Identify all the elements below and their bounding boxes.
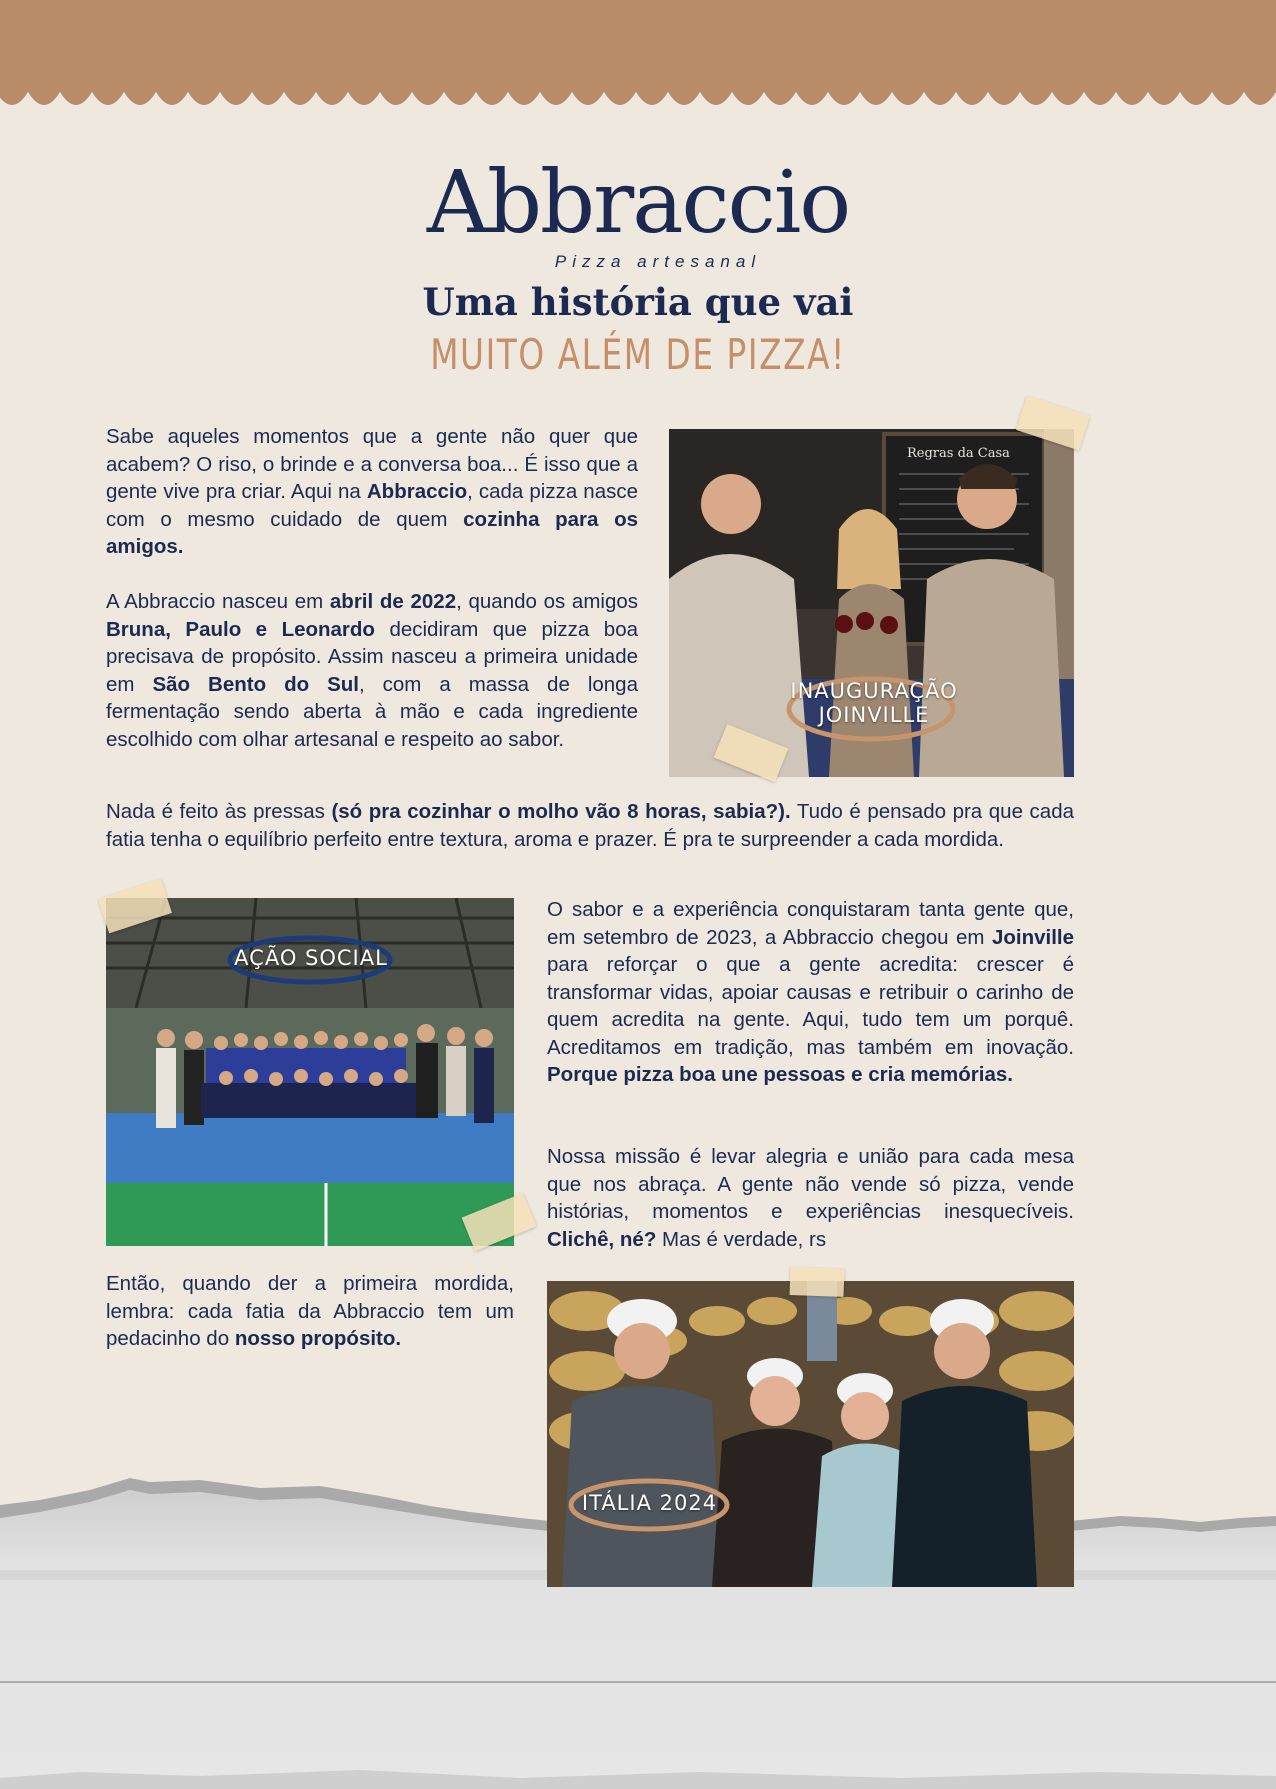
text-bold: nosso propósito. <box>234 1327 402 1350</box>
text-bold: abril de 2022 <box>329 590 457 613</box>
brand-name: Abbraccio <box>426 153 850 253</box>
closing-paragraph <box>106 1270 514 1353</box>
tape-decoration <box>790 1267 845 1297</box>
intro-paragraph <box>106 423 638 561</box>
text: , quando os amigos <box>456 590 639 613</box>
caption-line: INAUGURAÇÃO <box>790 679 958 703</box>
photo-caption <box>779 679 969 727</box>
text: Sabe aqueles momentos que a gente não quer que acabem? O riso, o brinde e a conversa boa... É isso que a gente vive pra criar. Aqui na <box>106 425 638 503</box>
text: Então, quando der a primeira mordida, lembra: cada fatia da Abbraccio tem um pedacinho do <box>106 1272 514 1350</box>
text: , cada pizza nasce com o mesmo cuidado de quem <box>106 480 639 531</box>
text-bold: Bruna, Paulo e Leonardo <box>106 617 375 641</box>
text-bold: São Bento do Sul <box>152 672 359 696</box>
photo-caption: ITÁLIA 2024 <box>581 1491 718 1515</box>
text: Nossa missão é levar alegria e união para cada mesa que nos abraça. A gente não vende só pizza, vende histórias, momentos e experiências inesquecíveis. <box>547 1145 1074 1223</box>
joinville-paragraph <box>547 896 1074 1089</box>
scalloped-top-band <box>0 0 1276 112</box>
mission-paragraph <box>547 1143 1074 1253</box>
photo-caption: AÇÃO SOCIAL <box>234 946 388 970</box>
text-bold: Joinville <box>991 925 1074 949</box>
text: para reforçar o que a gente acredita: crescer é transformar vidas, apoiar causas e retribuir o carinho de quem acredita na gente. Aqui, tudo tem um porquê. Acreditamos em tradição, mas também em inovação. <box>547 953 1074 1059</box>
photo-acao-social <box>106 898 514 1246</box>
text: O sabor e a experiência conquistaram tanta gente que, em setembro de 2023, a Abbraccio chegou em <box>547 898 1074 949</box>
history-paragraph <box>106 588 638 753</box>
text: Mas é verdade, rs <box>656 1227 827 1251</box>
text: Tudo é pensado pra que cada fatia tenha o equilíbrio perfeito entre textura, aroma e prazer. É pra te surpreender a cada mordida. <box>106 800 1074 851</box>
text-bold: Abbraccio <box>366 480 468 503</box>
photo-italia-image <box>547 1281 1074 1587</box>
text-bold: Clichê, né? <box>547 1227 657 1251</box>
text-bold: Porque pizza boa une pessoas e cria memórias. <box>547 1063 1013 1086</box>
brand-logo <box>0 153 1276 272</box>
text: decidiram que pizza boa precisava de propósito. Assim nasceu a primeira unidade em <box>106 617 638 696</box>
photo-italia <box>547 1281 1074 1587</box>
page-title: Uma história que vai <box>422 280 854 324</box>
sauce-paragraph <box>106 798 1074 853</box>
text-bold: cozinha para os amigos. <box>106 507 639 558</box>
brand-tagline: Pizza artesanal <box>554 252 762 271</box>
text-bold: (só pra cozinhar o molho vão 8 horas, sabia?). <box>331 800 791 823</box>
text: , com a massa de longa fermentação sendo aberta à mão e cada ingrediente escolhido com olhar artesanal e respeito ao sabor. <box>106 672 638 751</box>
caption-line: JOINVILLE <box>818 703 930 727</box>
page-subtitle: MUITO ALÉM DE PIZZA! <box>430 330 846 379</box>
text: Nada é feito às pressas <box>106 800 332 823</box>
chalkboard-sign-text: Regras da Casa <box>907 446 1010 461</box>
text: A Abbraccio nasceu em <box>106 590 330 613</box>
